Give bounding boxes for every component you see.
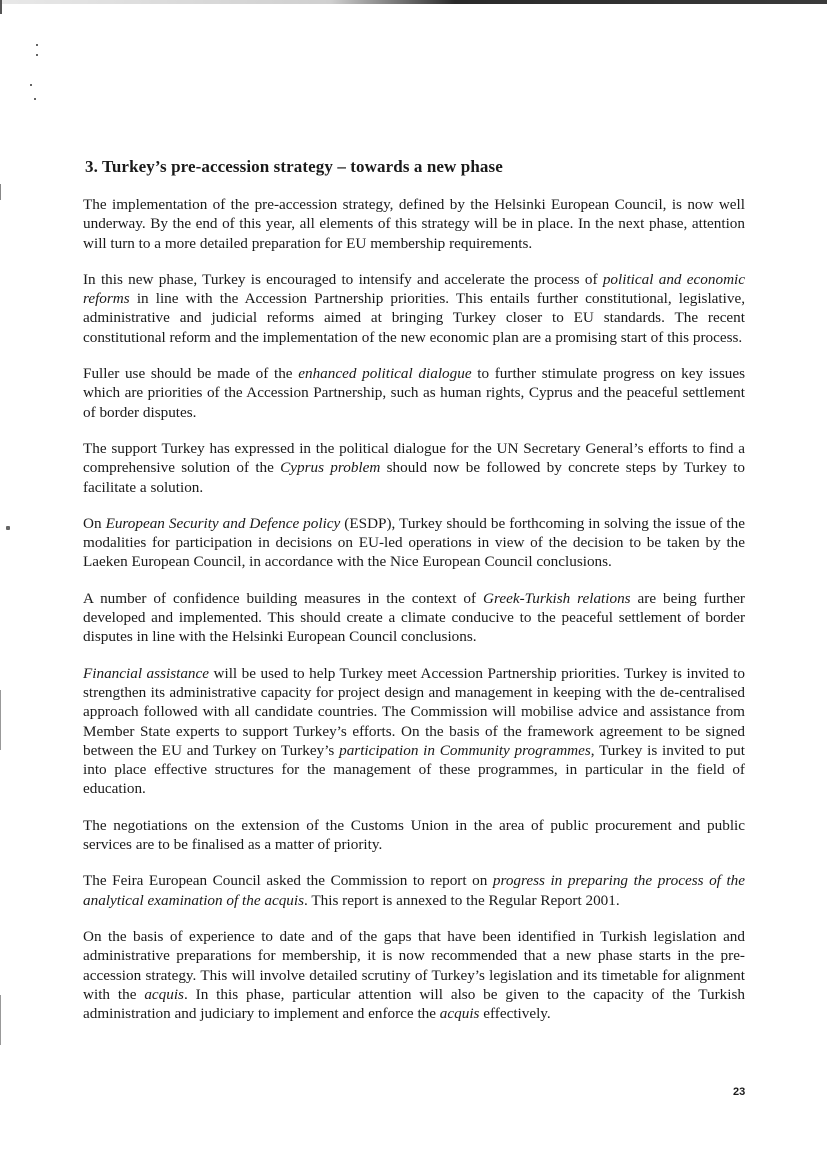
emphasis-text: Cyprus problem <box>280 459 381 477</box>
paragraph <box>83 364 745 422</box>
emphasis-text: political and economic reforms <box>83 270 745 308</box>
paragraph <box>83 514 745 572</box>
paragraph-text: The support Turkey has expressed in the political dialogue for the UN Secretary General’s efforts to find a comprehensive solution of the <box>83 439 745 477</box>
paragraph <box>83 270 745 347</box>
paragraph-text: in line with the Accession Partnership priorities. This entails further constitutional, legislative, administrative and judicial reforms aimed at bringing Turkey closer to EU standards. The recent constitutional reform and the implementation of the new economic plan are a promising start of this process. <box>83 290 745 346</box>
paragraph-text: On the basis of experience to date and of the gaps that have been identified in Turkish legislation and administrative preparations for membership, it is now recommended that a new phase starts in the pre-accession strategy. This will involve detailed scrutiny of Turkey’s legislation and its timetable for alignment with the <box>83 927 745 1003</box>
paragraph-list <box>83 195 745 1023</box>
paragraph <box>83 664 745 799</box>
emphasis-text: progress in preparing the process of the analytical examination of the acquis <box>83 872 746 909</box>
scan-speck <box>30 84 32 86</box>
scan-edge-mark <box>0 995 1 1045</box>
paragraph-text: . In this phase, particular attention will also be given to the capacity of the Turkish administration and judiciary to implement and enforce the <box>83 985 745 1023</box>
paragraph <box>83 927 745 1023</box>
paragraph <box>83 195 745 253</box>
paragraph-text: Fuller use should be made of the <box>83 365 299 383</box>
paragraph-text: are being further developed and implemented. This should create a climate conducive to the peaceful settlement of border disputes in line with the Helsinki European Council conclusions. <box>83 589 745 646</box>
scan-edge-mark <box>0 690 1 750</box>
paragraph-text: should now be followed by concrete steps by Turkey to facilitate a solution. <box>83 459 745 496</box>
paragraph-text: will be used to help Turkey meet Accession Partnership priorities. Turkey is invited to strengthen its administrative capacity for project design and management in keeping with the de-centralised approach followed with all candidate countries. The Commission will mobilise advice and assistance from Member State experts to support Turkey’s efforts. On the basis of the framework agreement to be signed between the EU and Turkey on Turkey’s <box>83 664 745 759</box>
scan-edge-top <box>0 0 827 4</box>
scan-speck <box>36 44 38 46</box>
scan-speck <box>6 526 10 530</box>
emphasis-text: Financial assistance <box>83 664 209 682</box>
paragraph <box>83 816 745 855</box>
paragraph-text: , Turkey is invited to put into place effective structures for the management of these programmes, in particular in the field of education. <box>83 741 745 798</box>
scan-speck <box>34 98 36 100</box>
emphasis-text: acquis <box>144 985 184 1003</box>
paragraph-text: On <box>83 514 106 532</box>
paragraph-text: effectively. <box>479 1005 551 1023</box>
scan-edge-mark <box>0 0 2 14</box>
paragraph-text: A number of confidence building measures in the context of <box>83 589 484 607</box>
paragraph-text: The implementation of the pre-accession strategy, defined by the Helsinki European Council, is now well underway. By the end of this year, all elements of this strategy will be in place. In the next phase, attention will turn to a more detailed preparation for EU membership requirements. <box>83 196 745 252</box>
emphasis-text: enhanced political dialogue <box>298 365 472 383</box>
scan-edge-mark <box>0 184 1 200</box>
paragraph <box>83 871 745 910</box>
paragraph-text: The negotiations on the extension of the Customs Union in the area of public procurement and public services are to be finalised as a matter of priority. <box>83 816 745 854</box>
emphasis-text: Greek-Turkish relations <box>483 589 631 607</box>
paragraph-text: (ESDP), Turkey should be forthcoming in solving the issue of the modalities for participation in decisions on EU-led operations in view of the decision to be taken by the Laeken European Council, in accordance with the Nice European Council conclusions. <box>83 514 745 571</box>
paragraph-text: . This report is annexed to the Regular Report 2001. <box>304 891 620 909</box>
paragraph <box>83 439 745 497</box>
emphasis-text: European Security and Defence policy <box>105 514 341 532</box>
page-number: 23 <box>733 1086 746 1098</box>
scan-speck <box>36 54 38 56</box>
paragraph-text: to further stimulate progress on key issues which are priorities of the Accession Partnership, such as human rights, Cyprus and the peaceful settlement of border disputes. <box>83 365 745 421</box>
paragraph-text: In this new phase, Turkey is encouraged to intensify and accelerate the process of <box>83 270 603 288</box>
paragraph-text: The Feira European Council asked the Commission to report on <box>83 872 493 890</box>
paragraph <box>83 589 745 647</box>
emphasis-text: acquis <box>439 1005 480 1023</box>
emphasis-text: participation in Community programmes <box>339 741 591 759</box>
section-heading: 3. Turkey’s pre-accession strategy – towards a new phase <box>85 157 503 176</box>
document-body <box>83 157 745 1040</box>
